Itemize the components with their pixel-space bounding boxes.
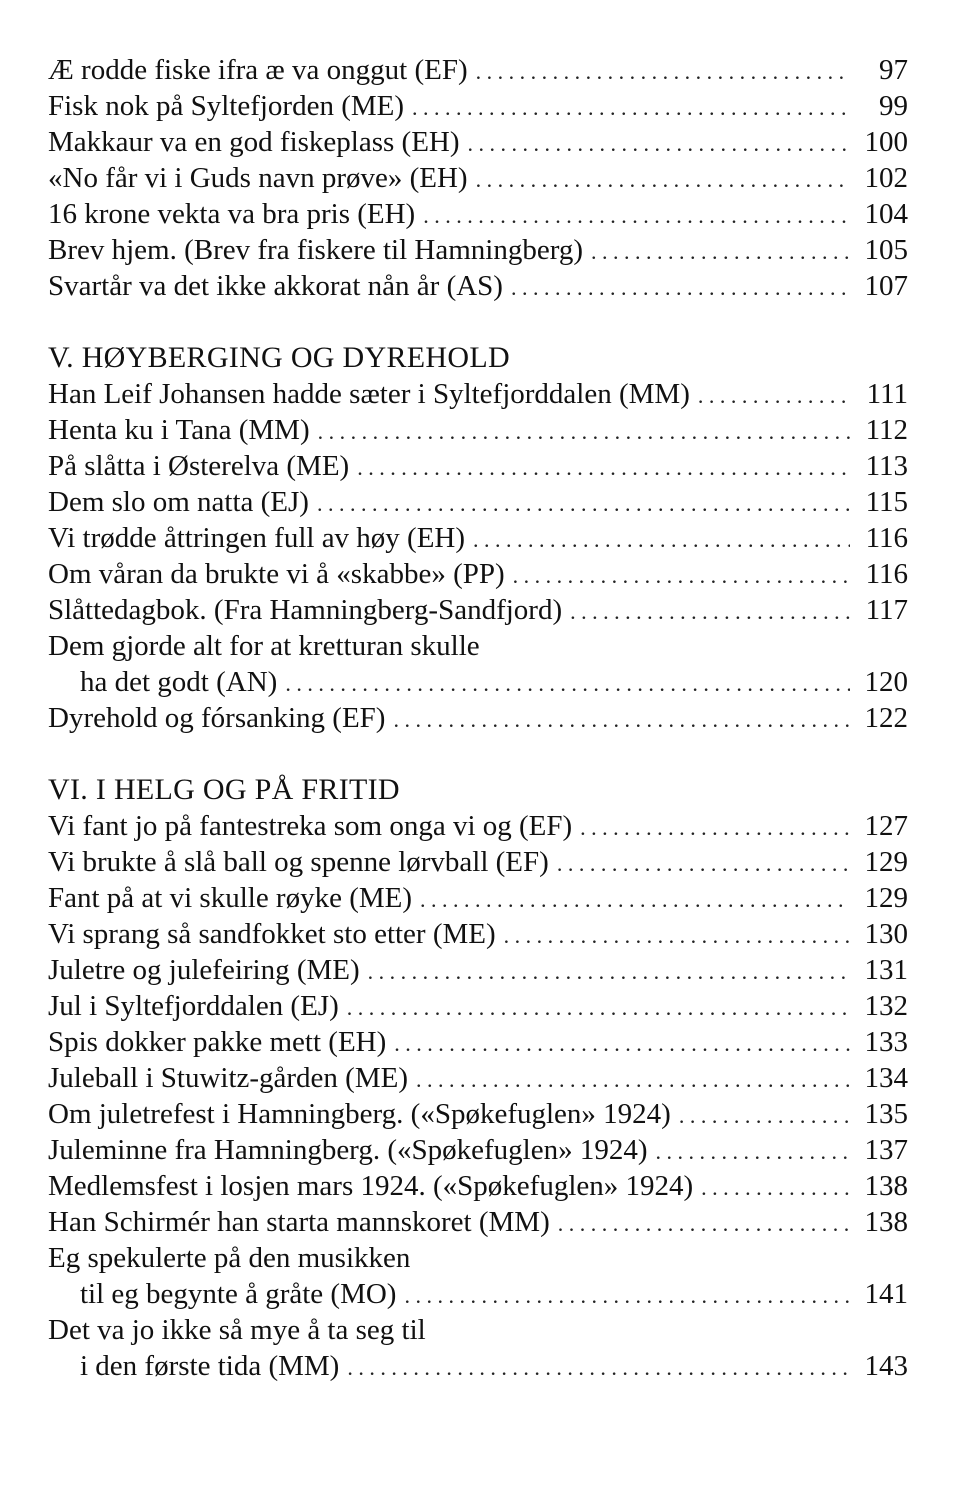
toc-entry-title: Vi sprang så sandfokket sto etter (ME) [48,918,496,950]
toc-entry-title: Dyrehold og fórsanking (EF) [48,702,386,734]
toc-entry-page: 116 [865,558,908,590]
toc-entry-continuation [48,1276,908,1312]
toc-entry-page: 130 [864,918,908,950]
toc-entry-title: Juleball i Stuwitz-gården (ME) [48,1062,408,1094]
dot-leader [591,234,850,270]
toc-entry [48,700,908,736]
dot-leader [412,90,850,126]
toc-entry [48,556,908,592]
toc-entry [48,268,908,304]
table-of-contents-page [48,52,908,1384]
dot-leader [655,1134,850,1170]
toc-entry [48,88,908,124]
section-heading: V. HØYBERGING OG DYREHOLD [48,341,510,374]
toc-entry-page: 131 [864,954,908,986]
toc-entry-page: 120 [864,666,908,698]
toc-section-vi [48,772,908,1384]
toc-entry-title: Juleminne fra Hamningberg. («Spøkefuglen» 1924) [48,1134,648,1166]
toc-entry [48,376,908,412]
toc-entry [48,124,908,160]
toc-entry [48,628,908,700]
toc-entry [48,916,908,952]
toc-entry [48,232,908,268]
dot-leader [423,198,850,234]
dot-leader [473,522,850,558]
toc-entry-page: 138 [864,1206,908,1238]
dot-leader [557,846,850,882]
toc-entry-page: 99 [879,90,908,122]
toc-entry [48,844,908,880]
toc-entry-page: 107 [864,270,908,302]
toc-entry-title-continued: ha det godt (AN) [80,666,278,698]
toc-entry-page: 134 [864,1062,908,1094]
toc-entry [48,988,908,1024]
toc-entry-page: 105 [864,234,908,266]
dot-leader [580,810,850,846]
toc-entry-page: 104 [864,198,908,230]
toc-entry-title: Eg spekulerte på den musikken [48,1242,411,1274]
toc-entry-title: Slåttedagbok. (Fra Hamningberg-Sandfjord) [48,594,563,626]
toc-entry-title: Makkaur va en god fiskeplass (EH) [48,126,460,158]
toc-entry-page: 115 [865,486,908,518]
toc-entry-title: På slåtta i Østerelva (ME) [48,450,350,482]
toc-entry-page: 117 [865,594,908,626]
toc-entry-page: 100 [864,126,908,158]
toc-entry-page: 112 [865,414,908,446]
toc-entry-title: Juletre og julefeiring (ME) [48,954,360,986]
toc-entry [48,1132,908,1168]
dot-leader [701,1170,850,1206]
toc-entry-title: Det va jo ikke så mye å ta seg til [48,1314,426,1346]
toc-entry-page: 143 [864,1350,908,1382]
toc-entry-page: 135 [864,1098,908,1130]
toc-entry-title: Spis dokker pakke mett (EH) [48,1026,387,1058]
toc-entry-page: 129 [864,846,908,878]
toc-entry [48,1096,908,1132]
toc-entry [48,808,908,844]
toc-entry-title: Fant på at vi skulle røyke (ME) [48,882,413,914]
dot-leader [698,378,850,414]
toc-entry [48,1240,908,1312]
toc-entry-continuation [48,1348,908,1384]
dot-leader [416,1062,850,1098]
toc-entry [48,1060,908,1096]
toc-entry-page: 133 [864,1026,908,1058]
toc-entry [48,448,908,484]
dot-leader [679,1098,850,1134]
dot-leader [404,1278,850,1314]
dot-leader [317,486,850,522]
toc-entry-page: 111 [866,378,908,410]
toc-entry [48,1168,908,1204]
toc-entry-title: Om våran da brukte vi å «skabbe» (PP) [48,558,505,590]
toc-entry-page: 113 [865,450,908,482]
toc-entry-page: 132 [864,990,908,1022]
dot-leader [393,702,850,738]
dot-leader [504,918,850,954]
toc-entry-page: 127 [864,810,908,842]
toc-entry [48,412,908,448]
toc-entry-title: Fisk nok på Syltefjorden (ME) [48,90,405,122]
toc-entry [48,520,908,556]
toc-entry [48,952,908,988]
dot-leader [511,270,850,306]
toc-entry-title: Vi fant jo på fantestreka som onga vi og (EF) [48,810,573,842]
toc-entry-title: Medlemsfest i losjen mars 1924. («Spøkefuglen» 1924) [48,1170,694,1202]
toc-entry-title: Æ rodde fiske ifra æ va onggut (EF) [48,54,468,86]
dot-leader [513,558,850,594]
toc-entry-page: 122 [864,702,908,734]
dot-leader [570,594,850,630]
toc-entry [48,52,908,88]
toc-entry [48,484,908,520]
toc-entry-page: 97 [879,54,908,86]
toc-entry-title: Henta ku i Tana (MM) [48,414,310,446]
dot-leader [368,954,850,990]
toc-entry [48,160,908,196]
toc-entry-title: Jul i Syltefjorddalen (EJ) [48,990,339,1022]
toc-entry [48,196,908,232]
toc-entry-title: Brev hjem. (Brev fra fiskere til Hamningberg) [48,234,583,266]
toc-entry-title: Vi trødde åttringen full av høy (EH) [48,522,466,554]
toc-entry-title-continued: til eg begynte å gråte (MO) [80,1278,397,1310]
toc-entry [48,880,908,916]
dot-leader [394,1026,850,1062]
dot-leader [420,882,850,918]
toc-entry-title: Dem gjorde alt for at kretturan skulle [48,630,480,662]
dot-leader [476,54,850,90]
dot-leader [318,414,850,450]
toc-entry [48,592,908,628]
toc-entry [48,1312,908,1384]
dot-leader [285,666,850,702]
dot-leader [468,126,850,162]
toc-entry-page: 129 [864,882,908,914]
toc-entry-title-continued: i den første tida (MM) [80,1350,340,1382]
toc-entry-page: 138 [864,1170,908,1202]
toc-entry-continuation [48,664,908,700]
toc-entry-title: Han Schirmér han starta mannskoret (MM) [48,1206,550,1238]
toc-entry-title: Han Leif Johansen hadde sæter i Syltefjorddalen (MM) [48,378,690,410]
toc-entry [48,1204,908,1240]
toc-entry-page: 141 [864,1278,908,1310]
toc-section-fishing [48,52,908,304]
toc-entry-title: 16 krone vekta va bra pris (EH) [48,198,416,230]
toc-section-v [48,340,908,736]
dot-leader [476,162,850,198]
dot-leader [347,990,850,1026]
toc-entry-page: 137 [864,1134,908,1166]
toc-entry-title: Vi brukte å slå ball og spenne lørvball (EF) [48,846,549,878]
toc-entry-title: Svartår va det ikke akkorat nån år (AS) [48,270,503,302]
toc-entry-title: Dem slo om natta (EJ) [48,486,309,518]
dot-leader [347,1350,850,1386]
dot-leader [558,1206,850,1242]
toc-entry [48,1024,908,1060]
toc-entry-title: «No får vi i Guds navn prøve» (EH) [48,162,468,194]
toc-entry-title: Om juletrefest i Hamningberg. («Spøkefuglen» 1924) [48,1098,671,1130]
toc-entry-page: 102 [864,162,908,194]
dot-leader [357,450,850,486]
toc-entry-page: 116 [865,522,908,554]
section-heading: VI. I HELG OG PÅ FRITID [48,773,400,806]
